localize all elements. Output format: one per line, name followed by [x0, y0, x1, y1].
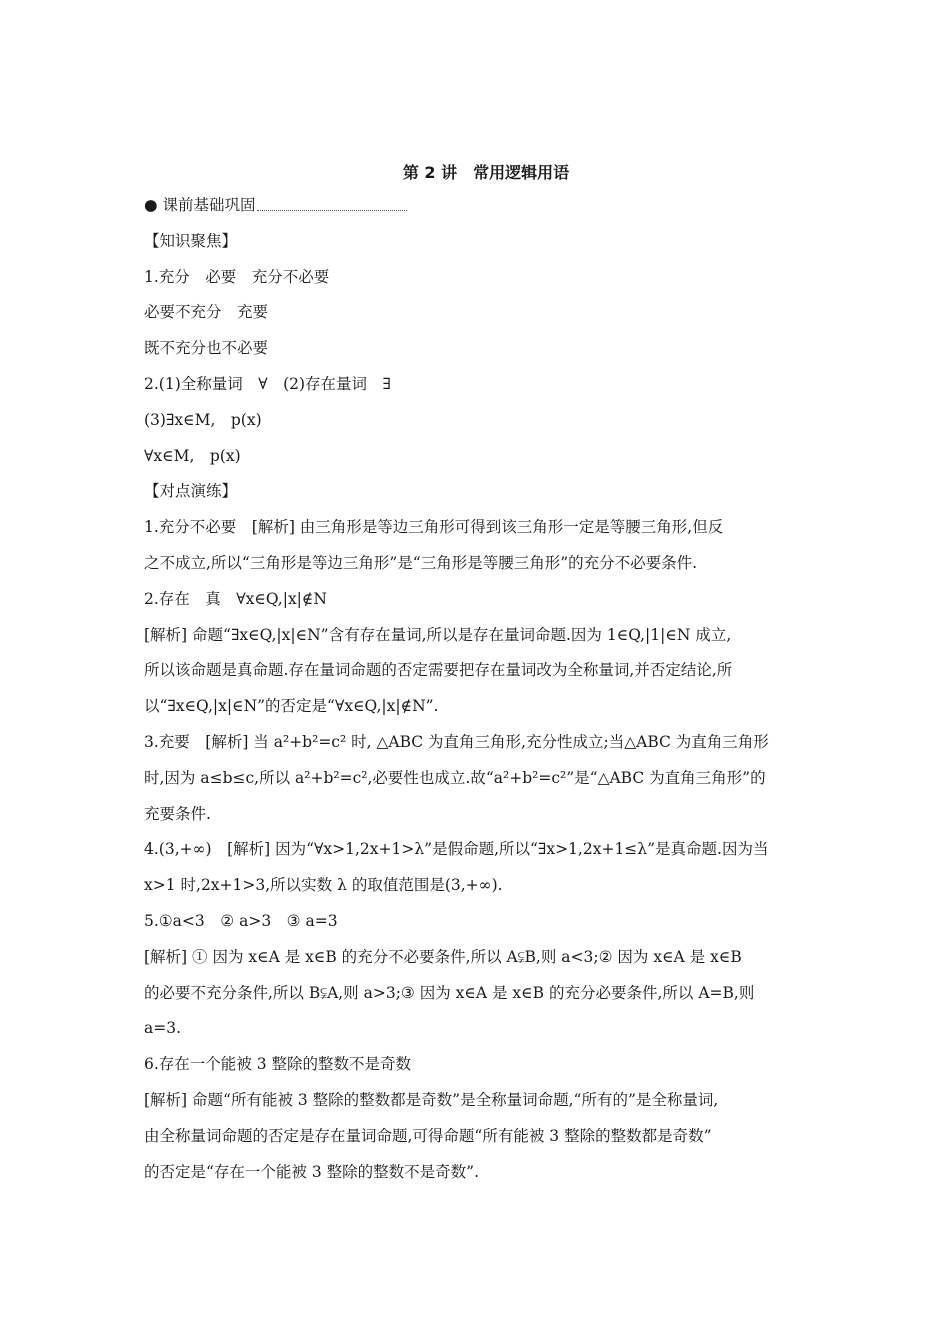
text-line: 1.充分不必要 [解析] 由三角形是等边三角形可得到该三角形一定是等腰三角形,但反 — [144, 518, 724, 537]
text-line: 【知识聚焦】 — [144, 231, 238, 250]
text-line: 2.存在 真 ∀x∈Q,|x|∉N — [144, 589, 327, 608]
text-line: 以“∃x∈Q,|x|∈N”的否定是“∀x∈Q,|x|∉N”. — [144, 697, 439, 716]
text-line: 之不成立,所以“三角形是等边三角形”是“三角形是等腰三角形”的充分不必要条件. — [144, 553, 698, 572]
text-line: 的否定是“存在一个能被 3 整除的整数不是奇数”. — [144, 1162, 479, 1181]
text-line: 所以该命题是真命题.存在量词命题的否定需要把存在量词改为全称量词,并否定结论,所 — [144, 661, 733, 680]
text-line: 3.充要 [解析] 当 a²+b²=c² 时, △ABC 为直角三角形,充分性成立;当△ABC 为直角三角形 — [144, 732, 769, 751]
text-line: 的必要不充分条件,所以 B⫋A,则 a>3;③ 因为 x∈A 是 x∈B 的充分必要条件,所以 A=B,则 — [144, 983, 755, 1002]
dotted-leader — [257, 209, 407, 211]
document-body — [144, 224, 808, 1191]
document-page — [144, 158, 808, 1190]
text-line: [解析] 命题“∃x∈Q,|x|∈N”含有存在量词,所以是存在量词命题.因为 1∈Q,|1|∈N 成立, — [144, 625, 732, 644]
page-title: 第 2 讲 常用逻辑用语 — [402, 163, 570, 182]
text-line: [解析] ① 因为 x∈A 是 x∈B 的充分不必要条件,所以 A⫋B,则 a<3;② 因为 x∈A 是 x∈B — [144, 947, 742, 966]
text-line: [解析] 命题“所有能被 3 整除的整数都是奇数”是全称量词命题,“所有的”是全称量词, — [144, 1090, 719, 1109]
text-line: 2.(1)全称量词 ∀ (2)存在量词 ∃ — [144, 374, 391, 393]
text-line: 由全称量词命题的否定是存在量词命题,可得命题“所有能被 3 整除的整数都是奇数” — [144, 1126, 712, 1145]
text-line: (3)∃x∈M, p(x) — [144, 410, 262, 429]
section-label: ● 课前基础巩固 — [144, 196, 256, 214]
text-line: 必要不充分 充要 — [144, 303, 269, 322]
text-line: a=3. — [144, 1019, 182, 1038]
text-line: ∀x∈M, p(x) — [144, 446, 241, 465]
text-line: 【对点演练】 — [144, 482, 238, 501]
text-line: x>1 时,2x+1>3,所以实数 λ 的取值范围是(3,+∞). — [144, 876, 503, 895]
text-line: 6.存在一个能被 3 整除的整数不是奇数 — [144, 1055, 412, 1074]
section-heading — [144, 188, 808, 224]
text-line: 4.(3,+∞) [解析] 因为“∀x>1,2x+1>λ”是假命题,所以“∃x>1,2x+1≤λ”是真命题.因为当 — [144, 840, 769, 859]
text-line: 时,因为 a≤b≤c,所以 a²+b²=c²,必要性也成立.故“a²+b²=c²”是“△ABC 为直角三角形”的 — [144, 768, 766, 787]
text-line: 充要条件. — [144, 804, 211, 823]
text-line: 5.①a<3 ② a>3 ③ a=3 — [144, 911, 338, 930]
text-line: 既不充分也不必要 — [144, 339, 269, 358]
text-line: 1.充分 必要 充分不必要 — [144, 267, 330, 286]
